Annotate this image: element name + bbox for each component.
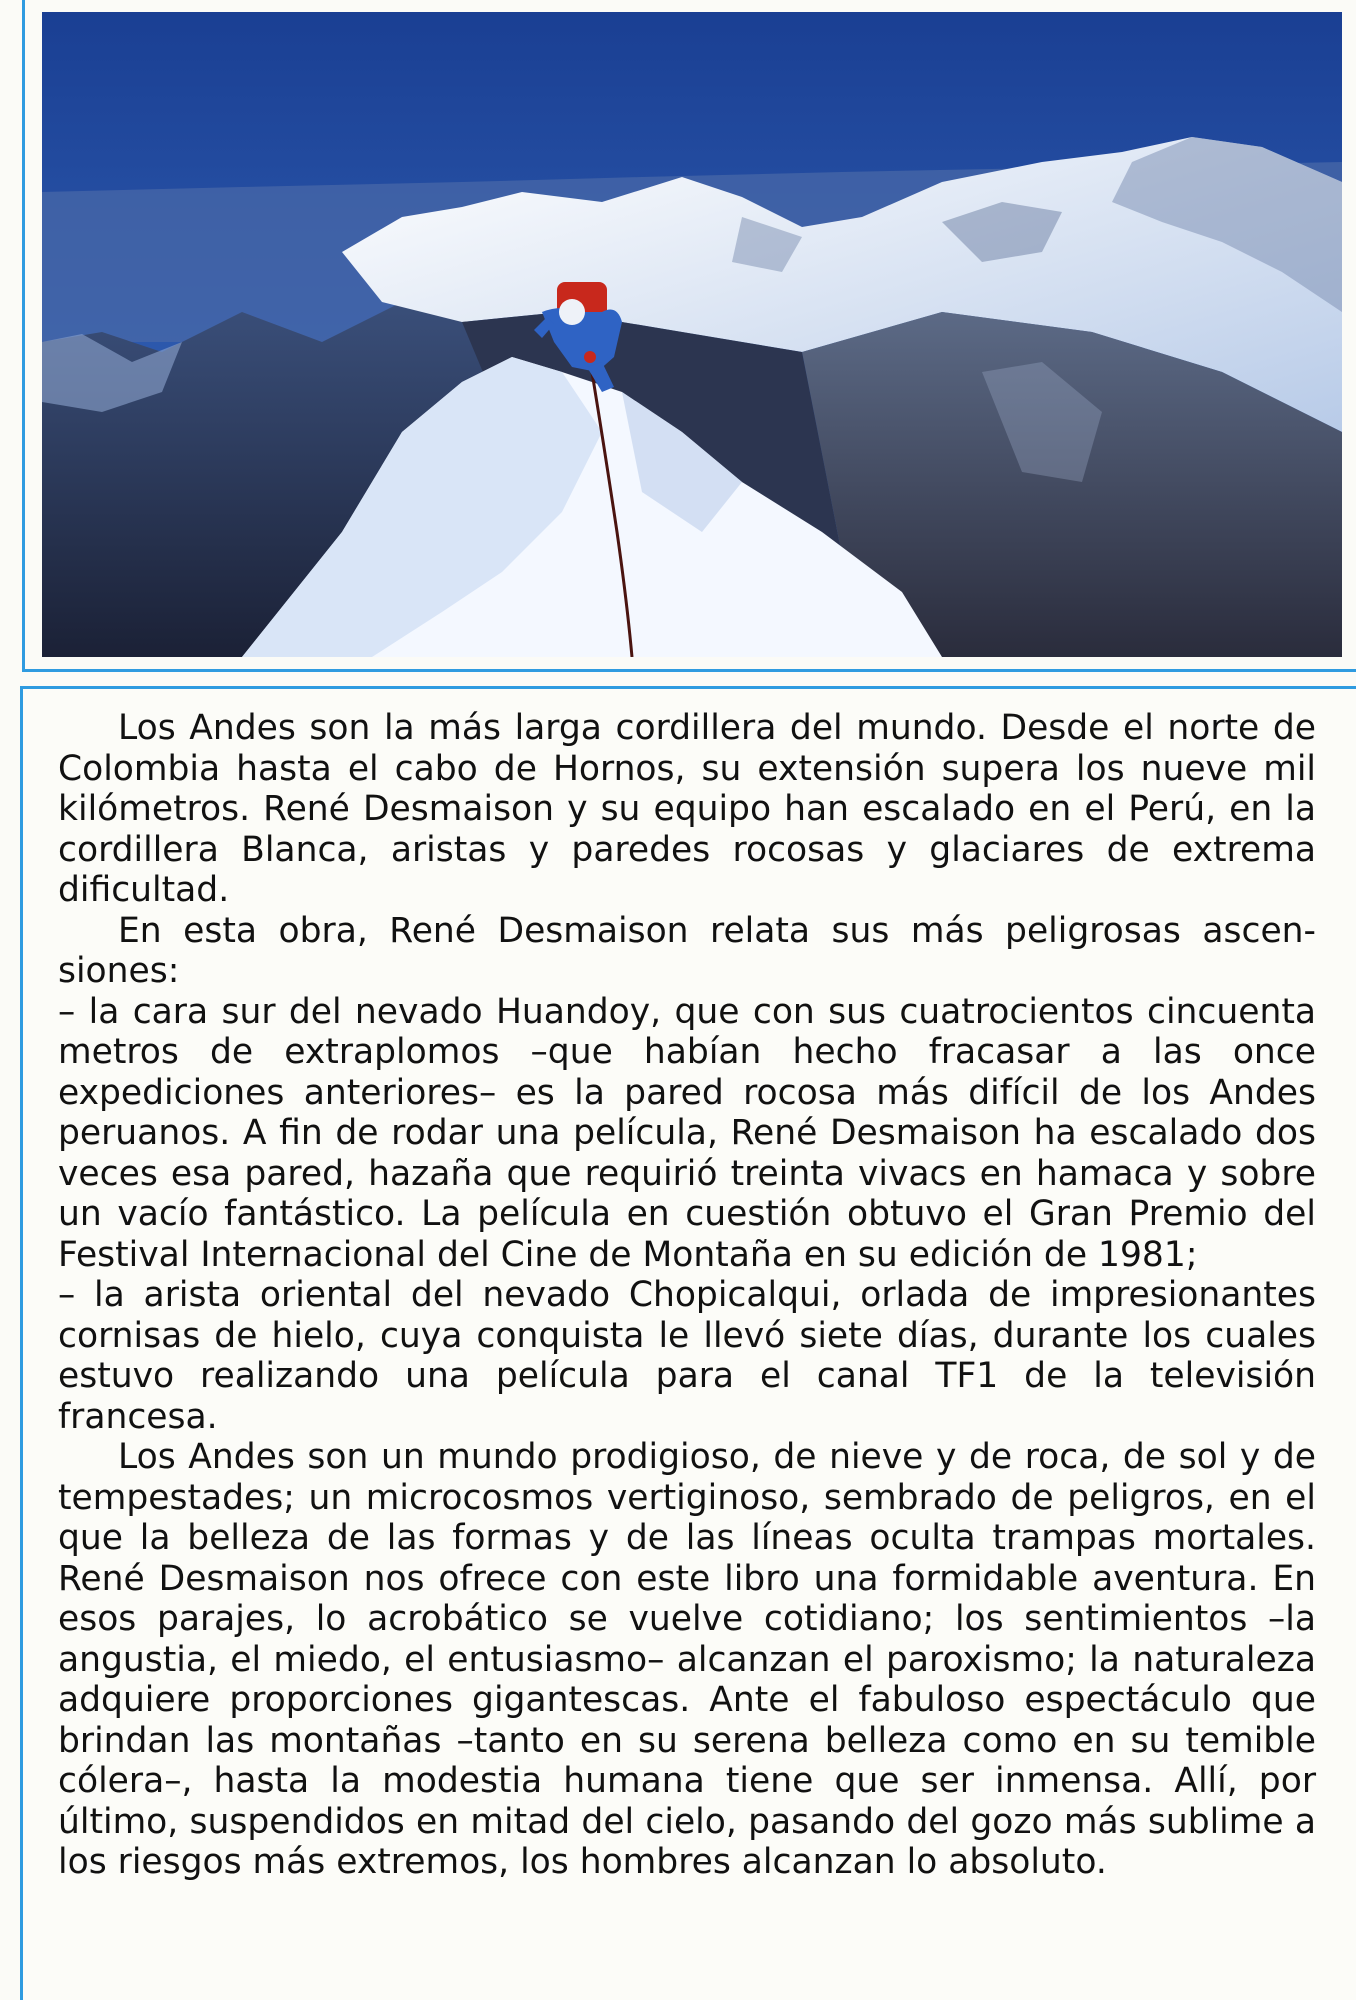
paragraph-ascensions: En esta obra, René Desmaison relata sus más peligrosas ascensiones: [58,910,1316,991]
paragraph-conclusion: Los Andes son un mundo prodigioso, de nieve y de roca, de sol y de tempestades; un microcosmos vertiginoso, sembrado de peligros, en el que la belleza de las formas y de las líneas oculta trampas mortales. René Desmaison nos ofrece con este libro una formidable aventura. En esos parajes, lo acrobático se vuelve cotidiano; los sentimientos –la angustia, el miedo, el entusiasmo– alcanzan el paroxismo; la naturaleza adquiere proporciones gigantescas. Ante el fabuloso espectáculo que brindan las montañas –tanto en su serena belleza como en su temible cólera–, hasta la modestia humana tiene que ser inmensa. Allí, por último, suspendidos en mitad del cielo, pasando del gozo más sublime a los riesgos más extremos, los hombres alcanzan lo absoluto. [58,1437,1316,1882]
photo-illustration [42,12,1342,657]
paragraph-intro: Los Andes son la más larga cordillera del mundo. Desde el norte de Colombia hasta el cabo de Hornos, su extensión supera los nueve mil kilómetros. René Desmaison y su equipo han escalado en el Perú, en la cordillera Blanca, aristas y paredes rocosas y glaciares de extrema dificultad. [58,708,1316,910]
list-item-huandoy: – la cara sur del nevado Huandoy, que con sus cuatrocientos cincuenta metros de extraplomos –que habían hecho fracasar a las once expediciones anteriores– es la pared rocosa más difícil de los Andes peruanos. A fin de rodar una película, René Desmaison ha escalado dos veces esa pared, hazaña que requirió treinta vivacs en hamaca y sobre un vacío fantástico. La película en cuestión obtuvo el Gran Premio del Festival Internacional del Cine de Montaña en su edición de 1981; [58,991,1316,1275]
andes-ridge-climber-photo [42,12,1342,657]
back-cover-text [58,708,1316,1883]
list-item-chopicalqui: – la arista oriental del nevado Chopicalqui, orlada de impresionantes cornisas de hielo, cuya conquista le llevó siete días, durante los cuales estuvo realizando una película para el canal TF1 de la televisión francesa. [58,1275,1316,1437]
